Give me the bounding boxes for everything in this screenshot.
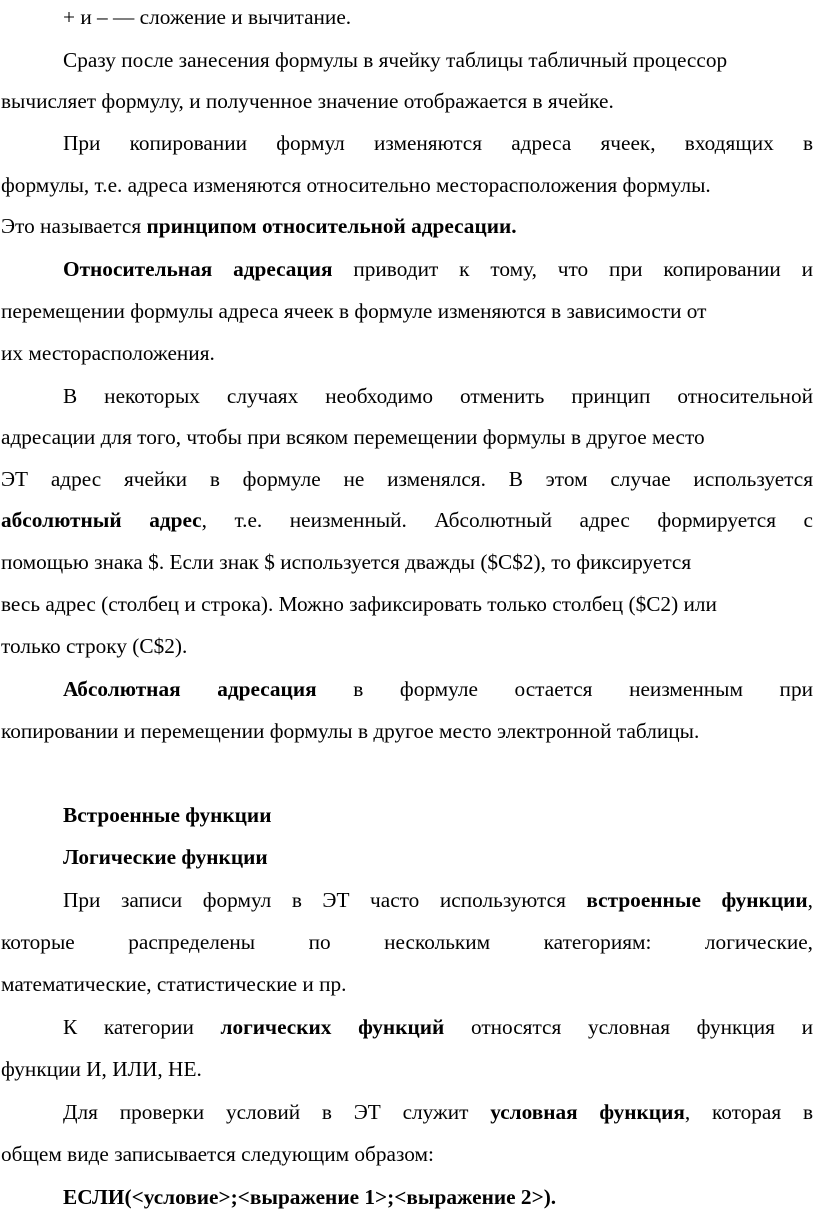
bold-term: логических функций — [220, 1015, 445, 1039]
line-text: Сразу после занесения формулы в ячейку таблицы табличный процессор — [63, 48, 728, 72]
text-line — [1, 211, 813, 241]
line-text: только строку (С$2). — [1, 634, 188, 658]
bold-term: абсолютный адрес — [1, 508, 202, 532]
text-line — [1, 464, 813, 494]
bold-term: Абсолютная адресация — [63, 677, 317, 701]
bold-term: Относительная адресация — [63, 257, 333, 281]
line-text: , т.е. неизменный. Абсолютный адрес формируется с — [201, 508, 813, 532]
text-line — [1, 1139, 813, 1169]
line-text: их месторасположения. — [1, 341, 215, 365]
line-text: копировании и перемещении формулы в другое место электронной таблицы. — [1, 719, 700, 743]
line-text: К категории — [63, 1015, 221, 1039]
line-text: При копировании формул изменяются адреса ячеек, входящих в — [63, 131, 813, 155]
text-line — [1, 505, 813, 535]
line-text: ЭТ адрес ячейки в формуле не изменялся. В этом случае используется — [1, 467, 813, 491]
line-text: приводит к тому, что при копировании и — [332, 257, 813, 281]
text-line — [1, 170, 813, 200]
line-text: Это называется — [1, 214, 147, 238]
line-text: адресации для того, чтобы при всяком перемещении формулы в другое место — [1, 425, 705, 449]
line-text: При записи формул в ЭТ часто используются — [63, 888, 587, 912]
bold-term: условная функция — [490, 1100, 685, 1124]
section-heading — [63, 800, 813, 830]
subsection-heading — [63, 842, 813, 872]
line-text: математические, статистические и пр. — [1, 972, 347, 996]
text-line-operators — [63, 2, 813, 32]
heading-text: Логические функции — [63, 845, 268, 869]
line-text: которые распределены по нескольким категориям: логические, — [1, 930, 813, 954]
text-line — [1, 716, 813, 746]
text-line — [63, 45, 813, 75]
line-text: Для проверки условий в ЭТ служит — [63, 1100, 491, 1124]
text-line — [1, 422, 813, 452]
line-text: помощью знака $. Если знак $ используется дважды ($С$2), то фиксируется — [1, 550, 692, 574]
heading-text: Встроенные функции — [63, 803, 272, 827]
text-line — [1, 927, 813, 957]
line-text: , которая в — [684, 1100, 813, 1124]
formula-syntax — [63, 1182, 813, 1212]
text-line — [1, 296, 813, 326]
line-text: + и – — сложение и вычитание. — [63, 5, 352, 29]
line-text: в формуле остается неизменным при — [316, 677, 813, 701]
line-text: общем виде записывается следующим образом: — [1, 1142, 434, 1166]
text-line — [63, 885, 813, 915]
text-line — [63, 128, 813, 158]
text-line — [63, 254, 813, 284]
formula-text: ЕСЛИ(<условие>;<выражение 1>;<выражение 2>). — [63, 1185, 557, 1209]
text-line — [1, 589, 813, 619]
text-line — [1, 86, 813, 116]
text-line — [63, 1097, 813, 1127]
line-text: В некоторых случаях необходимо отменить принцип относительной — [63, 384, 813, 408]
bold-term: принципом относительной адресации. — [146, 214, 517, 238]
text-line — [1, 631, 813, 661]
text-line — [1, 969, 813, 999]
text-line — [1, 1054, 813, 1084]
line-text: перемещении формулы адреса ячеек в формуле изменяются в зависимости от — [1, 299, 707, 323]
text-line — [63, 674, 813, 704]
line-text: вычисляет формулу, и полученное значение отображается в ячейке. — [1, 89, 614, 113]
text-line — [63, 381, 813, 411]
text-line — [1, 338, 813, 368]
text-line — [63, 1012, 813, 1042]
line-text: относятся условная функция и — [444, 1015, 813, 1039]
line-text: весь адрес (столбец и строка). Можно зафиксировать только столбец ($С2) или — [1, 592, 717, 616]
line-text: формулы, т.е. адреса изменяются относительно месторасположения формулы. — [1, 173, 711, 197]
line-text: , — [807, 888, 813, 912]
text-line — [1, 547, 813, 577]
line-text: функции И, ИЛИ, НЕ. — [1, 1057, 202, 1081]
bold-term: встроенные функции — [586, 888, 808, 912]
